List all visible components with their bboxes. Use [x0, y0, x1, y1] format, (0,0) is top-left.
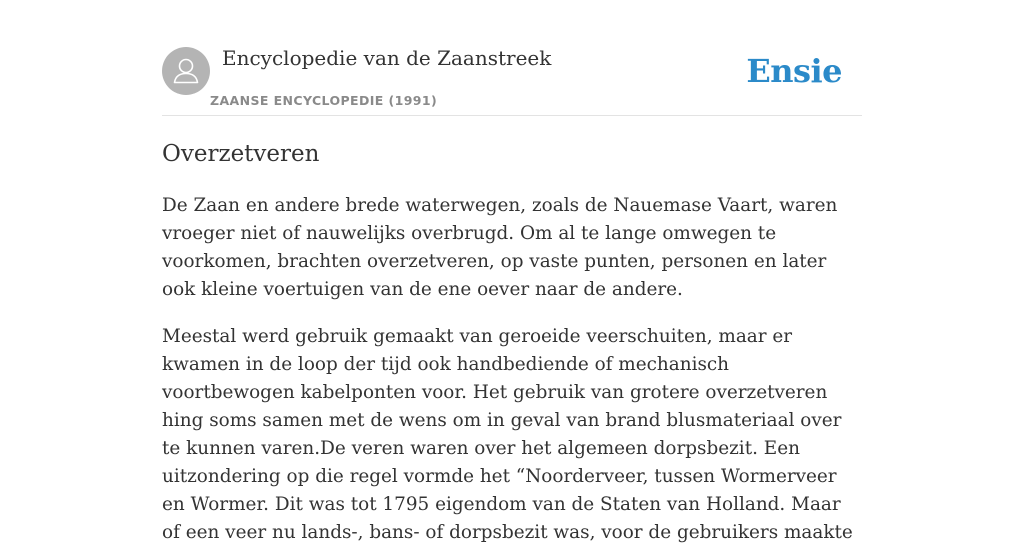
article	[162, 138, 862, 547]
source-header	[162, 46, 862, 116]
ensie-logo[interactable]: Ensie	[746, 52, 842, 90]
source-subtitle-link[interactable]: ZAANSE ENCYCLOPEDIE (1991)	[210, 93, 438, 108]
article-paragraph: Meestal werd gebruik gemaakt van geroeide veerschuiten, maar er kwamen in de loop der tijd ook handbediende of mechanisch voortbewogen kabelponten voor. Het gebruik van grotere overzetveren hing soms samen met de wens om in geval van brand blusmateriaal over te kunnen varen.De veren waren over het algemeen dorpsbezit. Een uitzondering op die regel vormde het “Noorderveer, tussen Wormerveer en Wormer. Dit was tot 1795 eigendom van de Staten van Holland. Maar of een veer nu lands-, bans- of dorpsbezit was, voor de gebruikers maakte	[162, 326, 853, 543]
article-paragraph: De Zaan en andere brede waterwegen, zoals de Nauemase Vaart, waren vroeger niet of nauwelijks overbrugd. Om al te lange omwegen te voorkomen, brachten overzetveren, op vaste punten, personen en later ook kleine voertuigen van de ene oever naar de andere.	[162, 195, 838, 300]
user-icon	[162, 47, 210, 95]
source-title-link[interactable]: Encyclopedie van de Zaanstreek	[222, 46, 552, 70]
source-avatar[interactable]	[162, 47, 210, 95]
header-divider	[162, 115, 862, 116]
article-title: Overzetveren	[162, 141, 320, 167]
article-body	[162, 192, 862, 547]
